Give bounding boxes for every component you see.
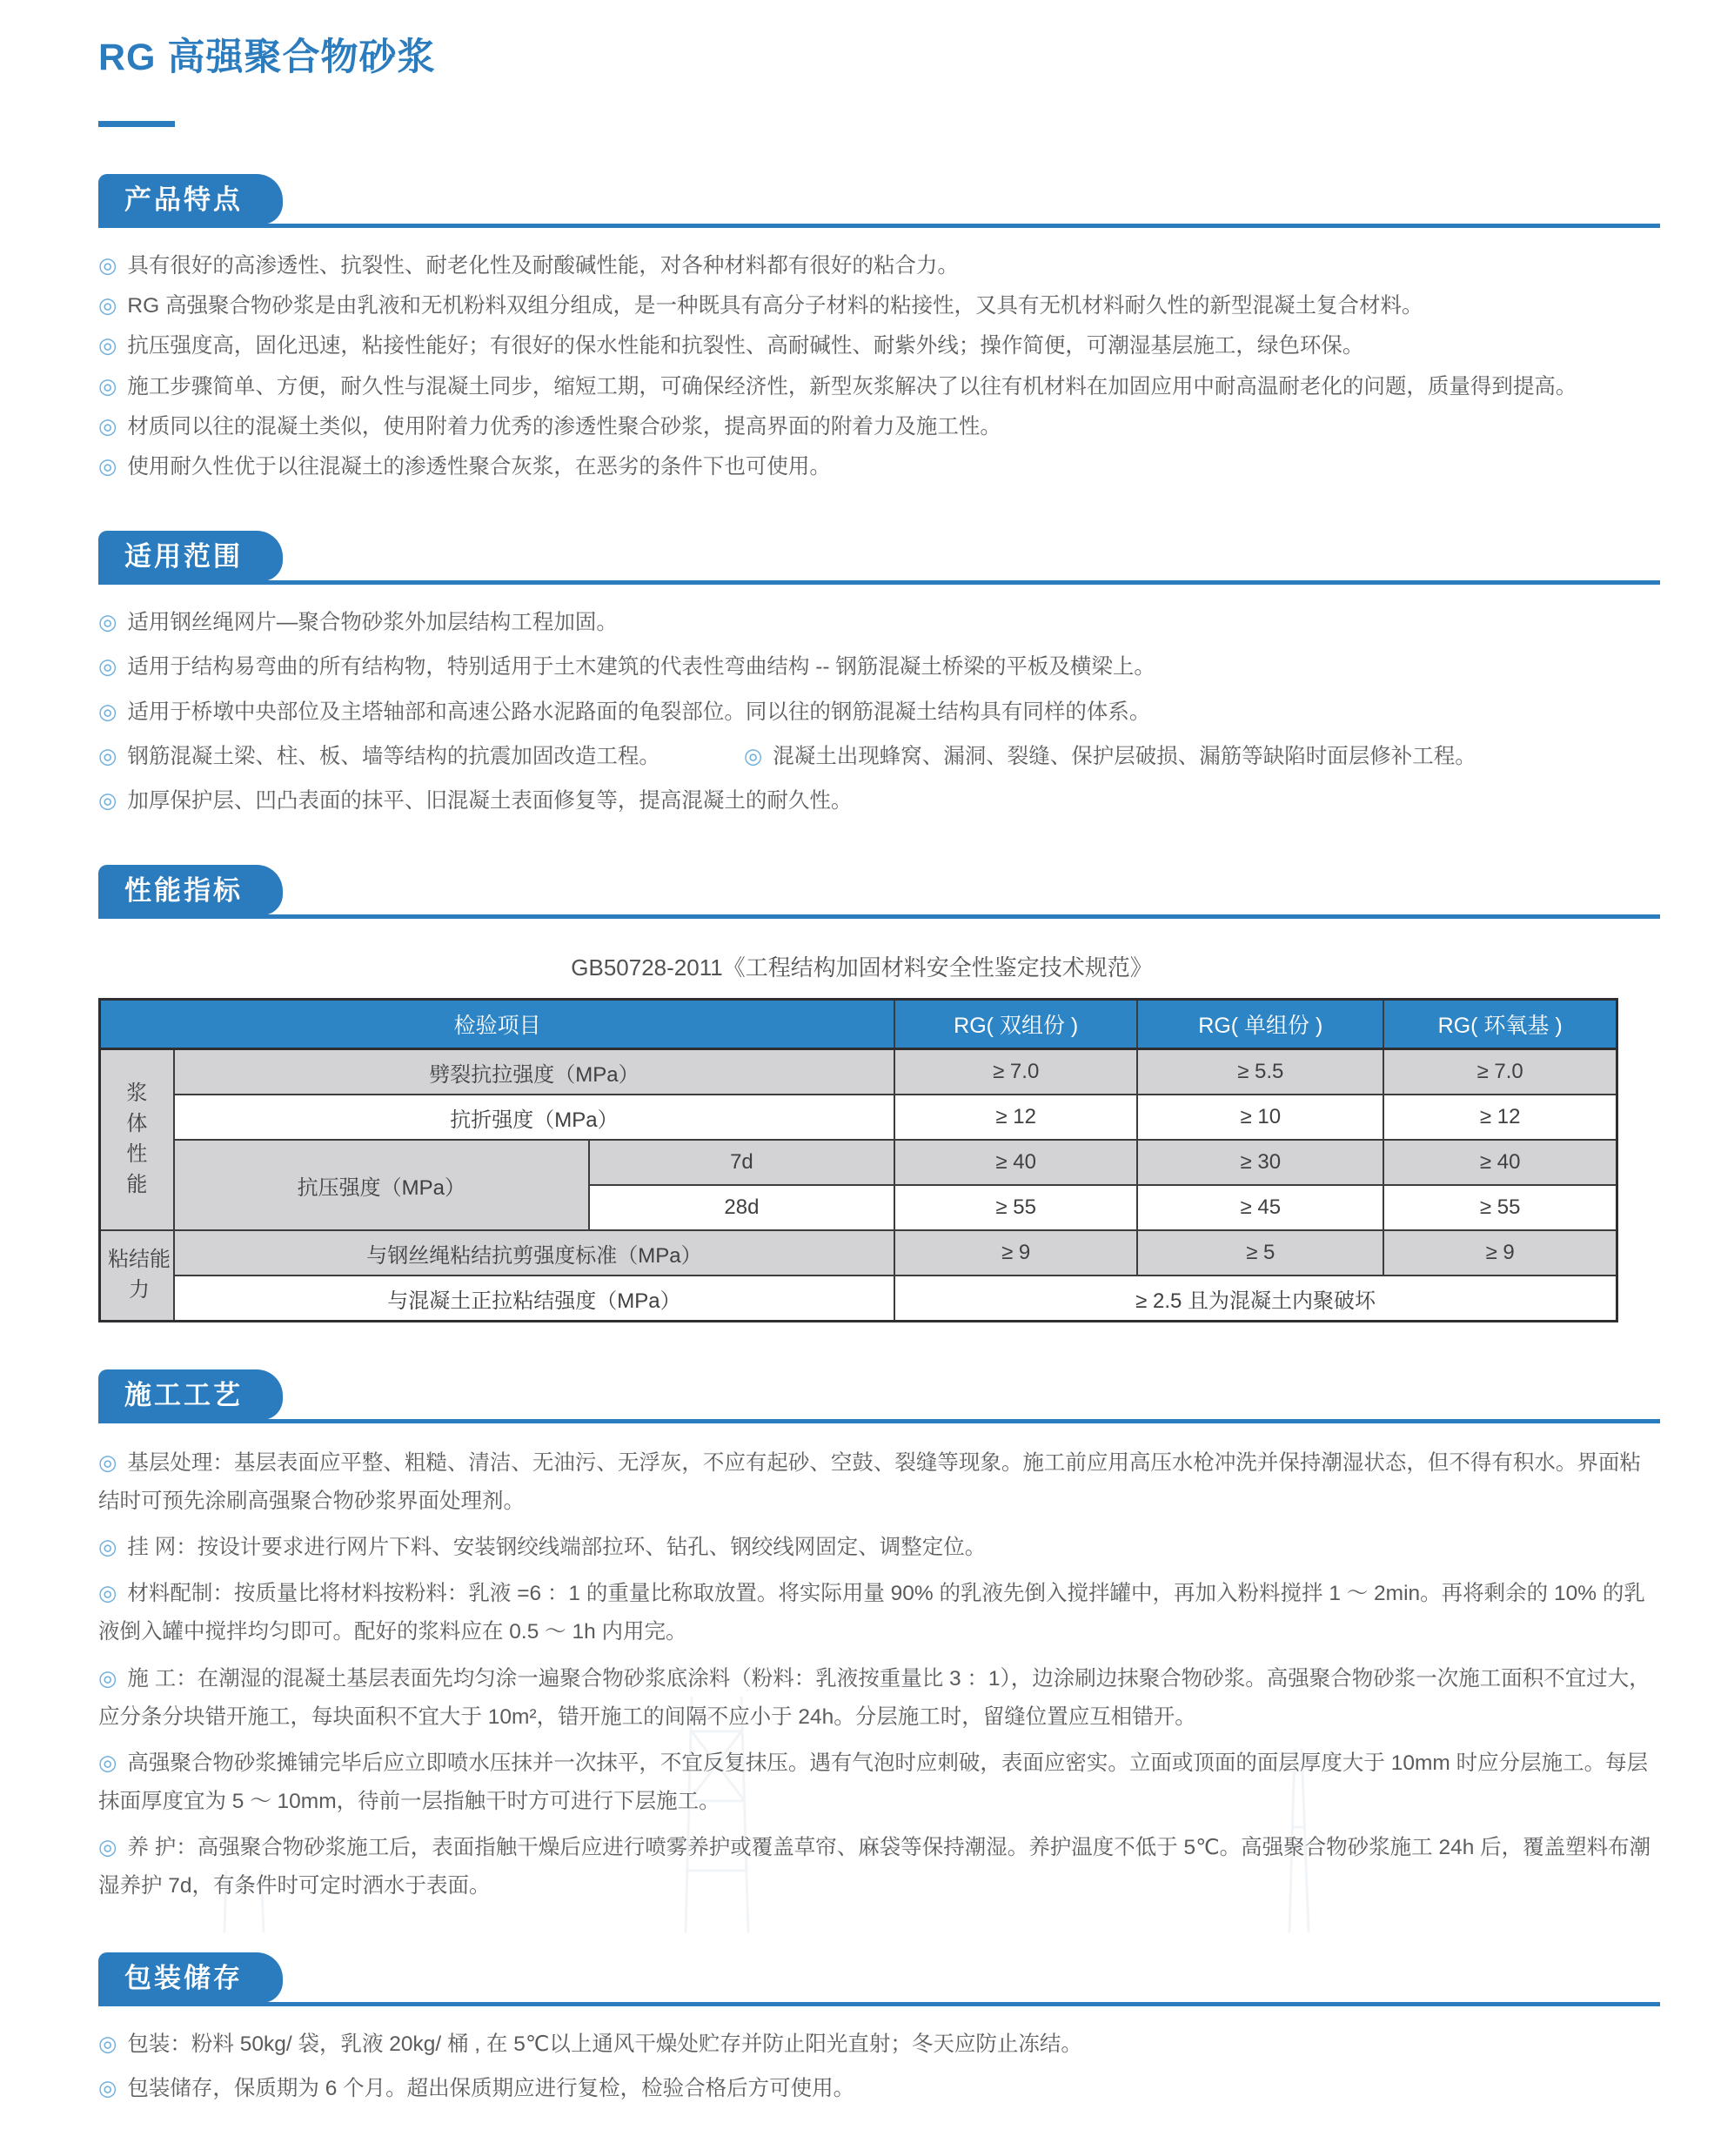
table-header-cell: 检验项目 [100, 1000, 895, 1049]
bullet-icon: ◎ [98, 2077, 117, 2101]
list-item-text: 抗压强度高，固化迅速，粘接性能好；有很好的保水性能和抗裂性、高耐碱性、耐紫外线；操作简便，可潮湿基层施工，绿色环保。 [127, 334, 1364, 358]
bullet-icon: ◎ [98, 1536, 117, 1560]
row-group-label: 粘结能力 [100, 1230, 174, 1322]
features-list [98, 249, 1660, 484]
table-cell: 7d [589, 1140, 894, 1185]
list-item [98, 1444, 1660, 1521]
table-header-cell: RG( 环氧基 ) [1383, 1000, 1617, 1049]
bullet-icon: ◎ [98, 454, 117, 479]
list-item [98, 2027, 1660, 2061]
list-item-text: 施工步骤简单、方便，耐久性与混凝土同步，缩短工期，可确保经济性，新型灰浆解决了以往有机材料在加固应用中耐高温耐老化的问题，质量得到提高。 [127, 374, 1577, 398]
list-item-text: 挂 网：按设计要求进行网片下料、安装钢绞线端部拉环、钻孔、钢绞线网固定、调整定位。 [127, 1536, 987, 1560]
section-performance-badge: 性能指标 [98, 865, 283, 915]
bullet-icon: ◎ [98, 744, 117, 768]
page-title: RG 高强聚合物砂浆 [98, 37, 436, 78]
section-features-badge: 产品特点 [98, 174, 283, 224]
table-caption: GB50728-2011《工程结构加固材料安全性鉴定技术规范》 [571, 954, 1153, 981]
table-row [100, 1230, 1617, 1276]
table-cell: ≥ 55 [1383, 1185, 1617, 1230]
list-item [98, 695, 1660, 729]
list-item [98, 370, 1660, 404]
list-item-text: 适用于结构易弯曲的所有结构物，特别适用于土木建筑的代表性弯曲结构 -- 钢筋混凝土桥梁的平板及横梁上。 [127, 655, 1155, 680]
bullet-icon: ◎ [98, 1582, 117, 1606]
bullet-icon: ◎ [98, 611, 117, 635]
section-features-header [98, 174, 1660, 228]
list-item [98, 1529, 1660, 1567]
bullet-icon: ◎ [98, 294, 117, 318]
process-list [98, 1444, 1660, 1905]
bullet-icon: ◎ [98, 788, 117, 813]
table-header-row [100, 1000, 1617, 1049]
section-performance-header [98, 865, 1660, 919]
section-scope-header [98, 531, 1660, 585]
table-cell: 抗压强度（MPa） [174, 1140, 589, 1230]
bullet-icon: ◎ [98, 334, 117, 358]
table-cell: ≥ 40 [894, 1140, 1137, 1185]
title-underline [98, 121, 175, 127]
table-cell: 劈裂抗拉强度（MPa） [174, 1049, 894, 1095]
bullet-icon: ◎ [98, 414, 117, 439]
list-item [98, 1744, 1660, 1821]
list-item [98, 289, 1660, 323]
table-cell: ≥ 12 [894, 1095, 1137, 1140]
list-item [98, 410, 1660, 444]
list-item-text: 适用钢丝绳网片—聚合物砂浆外加层结构工程加固。 [127, 611, 618, 635]
section-storage-header [98, 1952, 1660, 2006]
table-cell: ≥ 40 [1383, 1140, 1617, 1185]
list-item-text: 使用耐久性优于以往混凝土的渗透性聚合灰浆，在恶劣的条件下也可使用。 [127, 454, 831, 479]
bullet-icon: ◎ [98, 1451, 117, 1476]
list-item-text: 材质同以往的混凝土类似，使用附着力优秀的渗透性聚合砂浆，提高界面的附着力及施工性。 [127, 414, 1001, 439]
table-row [100, 1140, 1617, 1185]
table-row [100, 1276, 1617, 1322]
list-item [98, 1660, 1660, 1737]
list-item-text: 适用于桥墩中央部位及主塔轴部和高速公路水泥路面的龟裂部位。同以往的钢筋混凝土结构具有同样的体系。 [127, 700, 1151, 724]
table-cell: ≥ 9 [894, 1230, 1137, 1276]
list-item-text: 基层处理：基层表面应平整、粗糙、清洁、无油污、无浮灰，不应有起砂、空鼓、裂缝等现象。施工前应用高压水枪冲洗并保持潮湿状态，但不得有积水。界面粘结时可预先涂刷高强聚合物砂浆界面处理剂。 [98, 1451, 1641, 1514]
table-cell: ≥ 30 [1137, 1140, 1383, 1185]
list-item-text: 混凝土出现蜂窝、漏洞、裂缝、保护层破损、漏筋等缺陷时面层修补工程。 [773, 744, 1476, 768]
section-scope-badge: 适用范围 [98, 531, 283, 581]
section-process-badge: 施工工艺 [98, 1369, 283, 1420]
list-item [98, 329, 1660, 363]
list-item [98, 2072, 1660, 2106]
table-cell: ≥ 12 [1383, 1095, 1617, 1140]
list-item-text: 高强聚合物砂浆摊铺完毕后应立即喷水压抹并一次抹平，不宜反复抹压。遇有气泡时应刺破，表面应密实。立面或顶面的面层厚度大于 10mm 时应分层施工。每层抹面厚度宜为 5 ～ 10mm，待前一层指触干时方可进行下层施工。 [98, 1751, 1649, 1813]
section-scope [98, 531, 1660, 818]
section-features [98, 174, 1660, 484]
table-header-cell: RG( 双组份 ) [894, 1000, 1137, 1049]
bullet-icon: ◎ [98, 1751, 117, 1775]
table-cell: 28d [589, 1185, 894, 1230]
bullet-icon: ◎ [98, 655, 117, 680]
list-item-text: 施 工：在潮湿的混凝土基层表面先均匀涂一遍聚合物砂浆底涂料（粉料：乳液按重量比 3 ：1），边涂刷边抹聚合物砂浆。高强聚合物砂浆一次施工面积不宜过大，应分条分块错开施工，每块面积不宜大于 10m²，错开施工的间隔不应小于 24h。分层施工时，留缝位置应互相错开。 [98, 1666, 1650, 1729]
bullet-icon: ◎ [98, 700, 117, 724]
storage-list [98, 2027, 1660, 2106]
list-item-text: 具有很好的高渗透性、抗裂性、耐老化性及耐酸碱性能，对各种材料都有很好的粘合力。 [127, 254, 959, 278]
table-header-cell: RG( 单组份 ) [1137, 1000, 1383, 1049]
list-item [98, 784, 1660, 818]
section-process-header [98, 1369, 1660, 1423]
section-performance [98, 865, 1660, 1322]
list-item-text: 钢筋混凝土梁、柱、板、墙等结构的抗震加固改造工程。 [127, 744, 660, 768]
table-cell: ≥ 45 [1137, 1185, 1383, 1230]
list-item [98, 1829, 1660, 1905]
section-storage [98, 1952, 1660, 2106]
bullet-icon: ◎ [743, 744, 763, 768]
section-storage-badge: 包装储存 [98, 1952, 283, 2003]
bullet-icon: ◎ [98, 254, 117, 278]
table-cell: 抗折强度（MPa） [174, 1095, 894, 1140]
table-row [100, 1095, 1617, 1140]
list-item-text: 材料配制：按质量比将材料按粉料：乳液 =6 ：1 的重量比称取放置。将实际用量 90% 的乳液先倒入搅拌罐中，再加入粉料搅拌 1 ～ 2min。再将剩余的 10% 的乳液倒入罐中搅拌均匀即可。配好的浆料应在 0.5 ～ 1h 内用完。 [98, 1582, 1645, 1644]
list-item [98, 249, 1660, 283]
list-item-dual [98, 740, 1660, 773]
list-item-text: 包装：粉料 50kg/ 袋，乳液 20kg/ 桶 , 在 5℃以上通风干燥处贮存并防止阳光直射；冬天应防止冻结。 [127, 2032, 1082, 2057]
list-item [98, 450, 1660, 484]
table-cell: ≥ 5 [1137, 1230, 1383, 1276]
list-item [98, 650, 1660, 684]
table-cell: 与混凝土正拉粘结强度（MPa） [174, 1276, 894, 1322]
performance-table [98, 998, 1618, 1322]
bullet-icon: ◎ [98, 2032, 117, 2057]
list-item [98, 1575, 1660, 1651]
table-cell-merged: ≥ 2.5 且为混凝土内聚破坏 [894, 1276, 1617, 1322]
table-cell: ≥ 55 [894, 1185, 1137, 1230]
table-cell: ≥ 5.5 [1137, 1049, 1383, 1095]
table-cell: ≥ 10 [1137, 1095, 1383, 1140]
table-cell: ≥ 7.0 [1383, 1049, 1617, 1095]
scope-list [98, 606, 1660, 818]
row-group-label: 浆体性能 [100, 1049, 174, 1231]
bullet-icon: ◎ [98, 1666, 117, 1691]
bullet-icon: ◎ [98, 1835, 117, 1859]
table-cell: 与钢丝绳粘结抗剪强度标准（MPa） [174, 1230, 894, 1276]
section-process [98, 1369, 1660, 1905]
list-item-text: 养 护：高强聚合物砂浆施工后，表面指触干燥后应进行喷雾养护或覆盖草帘、麻袋等保持潮湿。养护温度不低于 5℃。高强聚合物砂浆施工 24h 后，覆盖塑料布潮湿养护 7d，有条件时可定时洒水于表面。 [98, 1835, 1651, 1898]
list-item [98, 606, 1660, 639]
list-item-text: RG 高强聚合物砂浆是由乳液和无机粉料双组分组成，是一种既具有高分子材料的粘接性，又具有无机材料耐久性的新型混凝土复合材料。 [127, 294, 1423, 318]
list-item-text: 包装储存，保质期为 6 个月。超出保质期应进行复检，检验合格后方可使用。 [127, 2077, 855, 2101]
table-cell: ≥ 9 [1383, 1230, 1617, 1276]
table-cell: ≥ 7.0 [894, 1049, 1137, 1095]
bullet-icon: ◎ [98, 374, 117, 398]
table-row [100, 1049, 1617, 1095]
list-item-text: 加厚保护层、凹凸表面的抹平、旧混凝土表面修复等，提高混凝土的耐久性。 [127, 788, 853, 813]
